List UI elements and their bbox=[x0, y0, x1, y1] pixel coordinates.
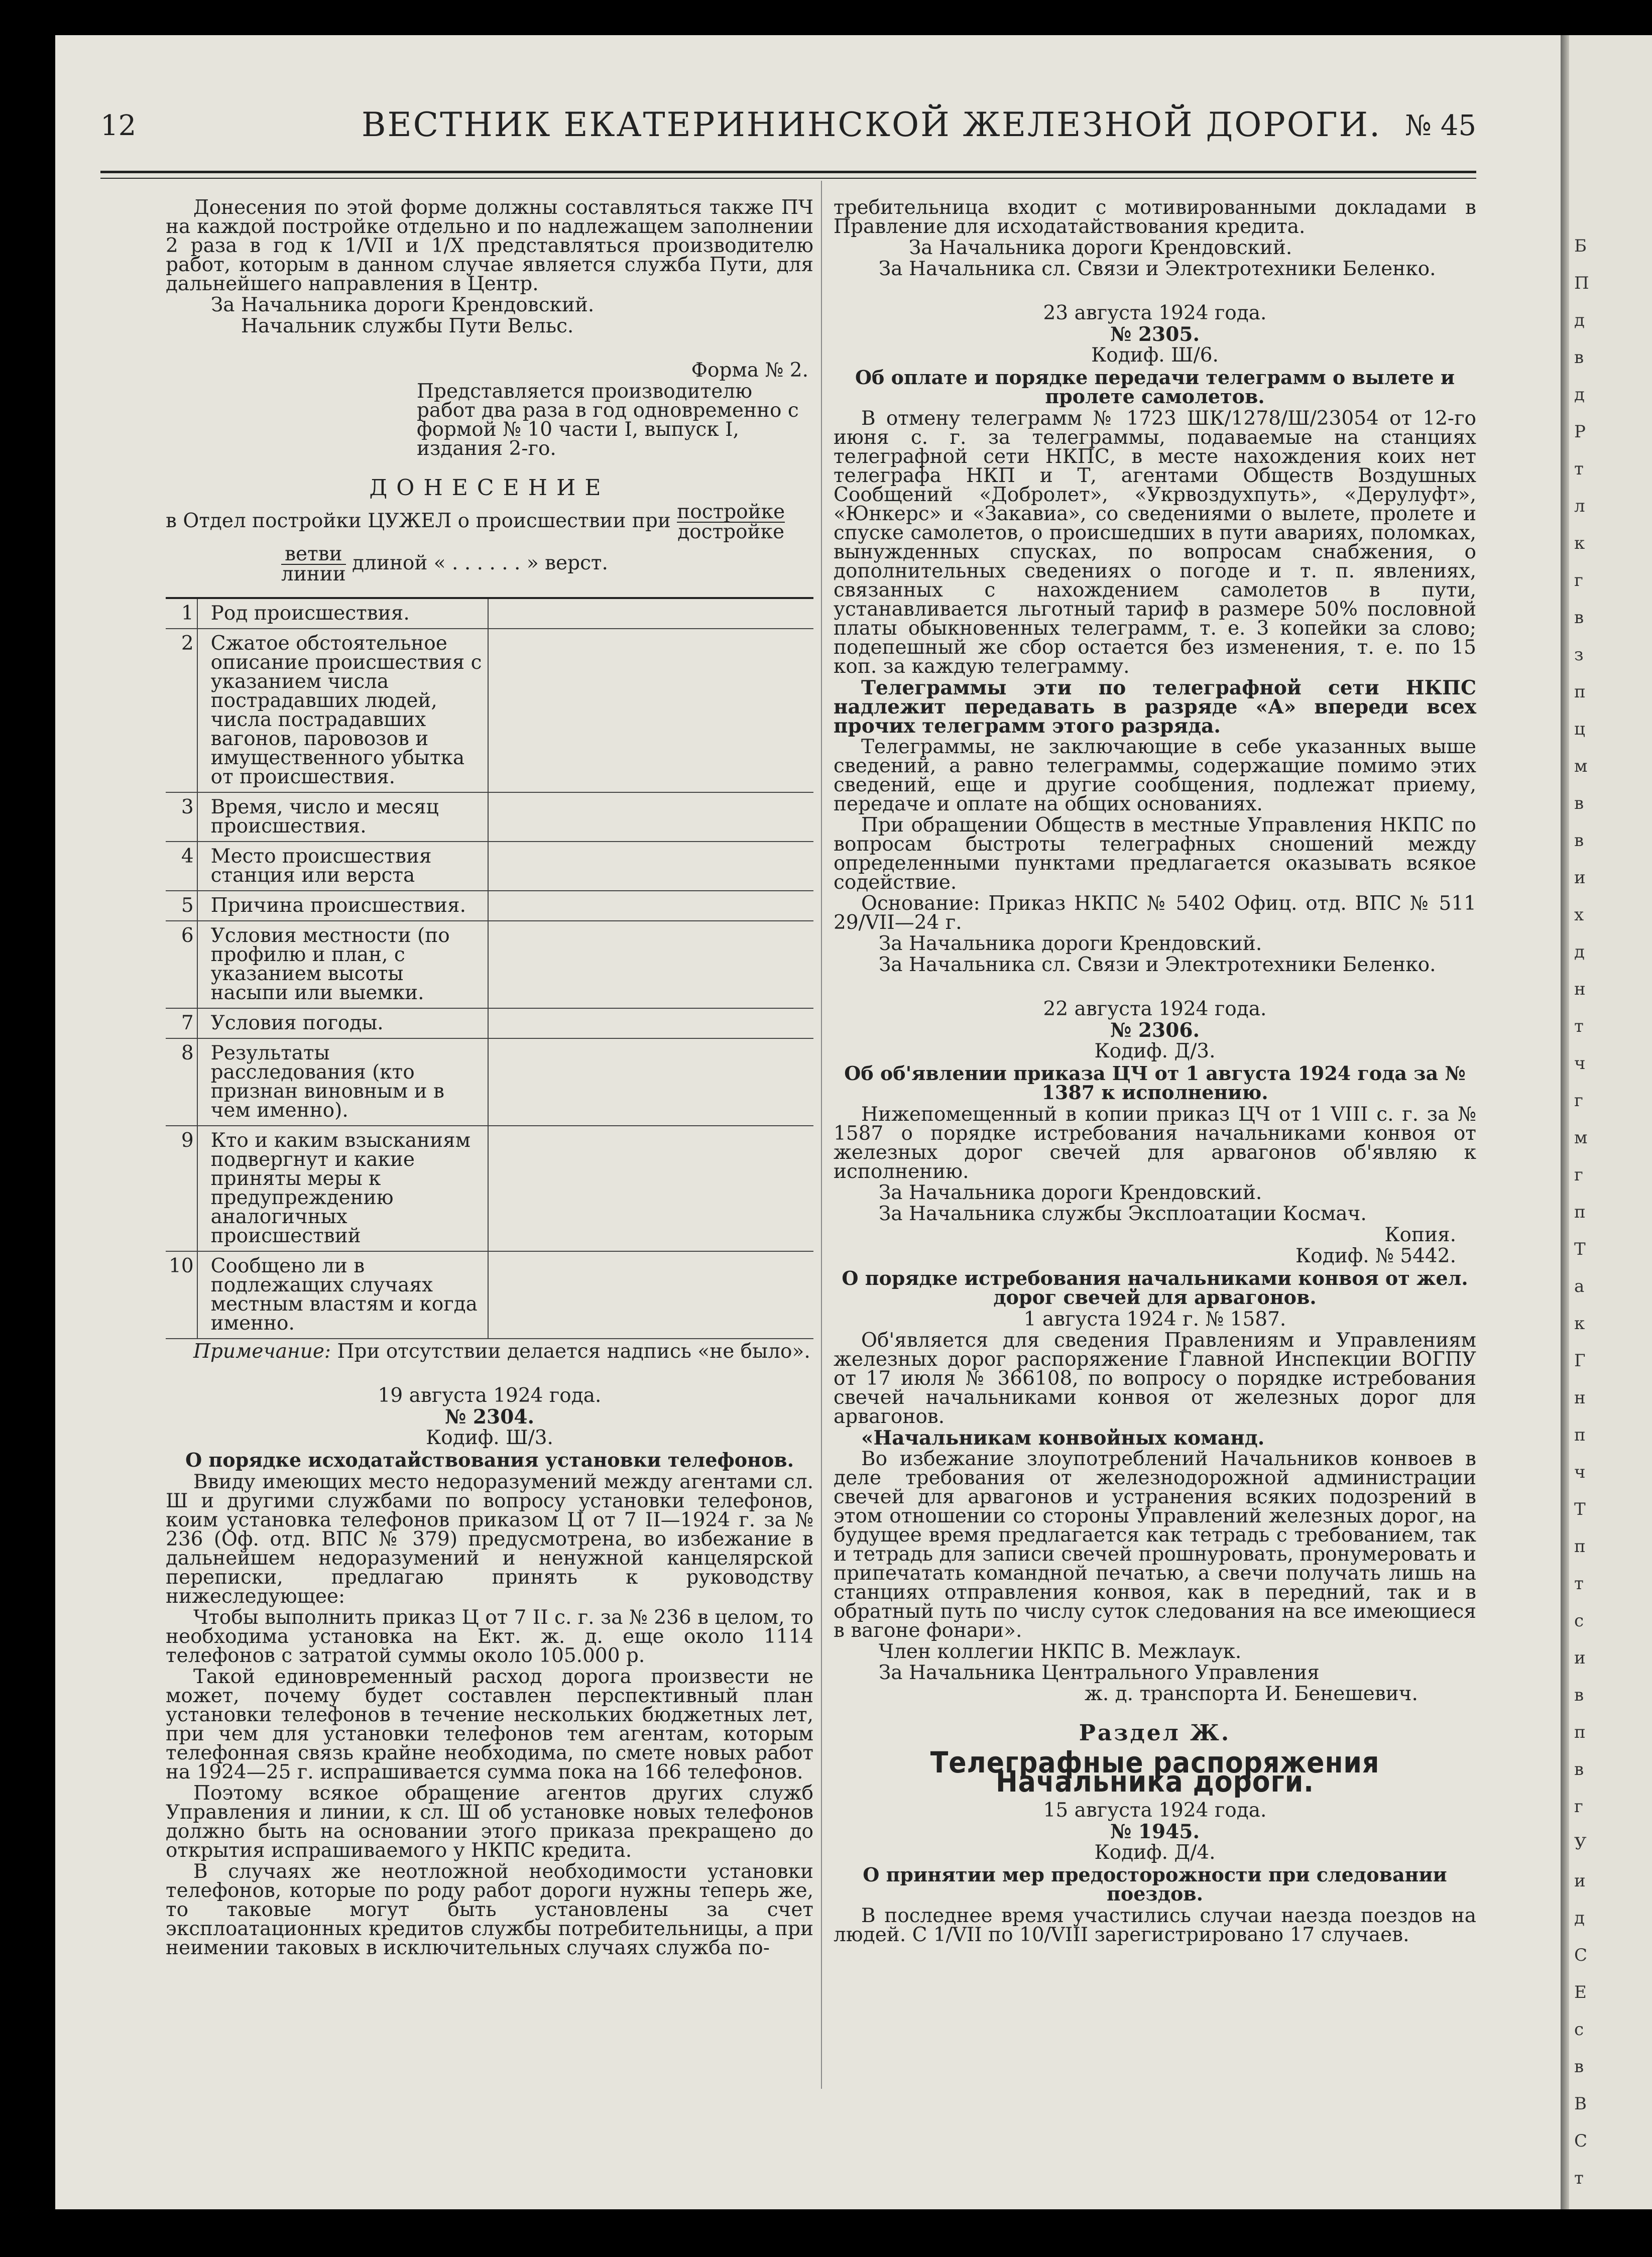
issue-number: № 45 bbox=[1404, 109, 1476, 142]
signature: За Начальника дороги Крендовский. bbox=[211, 294, 595, 316]
edge-letter: т bbox=[1574, 1574, 1584, 1594]
edge-letter: и bbox=[1574, 1871, 1586, 1891]
row-value-blank bbox=[488, 629, 813, 792]
row-number: 1 bbox=[166, 598, 197, 629]
row-label: Условия погоды. bbox=[197, 1008, 488, 1038]
row-number: 8 bbox=[166, 1038, 197, 1126]
row-label: Сообщено ли в подлежащих случаях местным властям и когда именно. bbox=[197, 1251, 488, 1339]
destination-text: в Отдел постройки ЦУЖЕЛ о происшествии при bbox=[166, 510, 671, 532]
edge-letter: В bbox=[1574, 2094, 1587, 2114]
page-title: ВЕСТНИК ЕКАТЕРИНИНСКОЙ ЖЕЛЕЗНОЙ ДОРОГИ. bbox=[362, 105, 1382, 144]
signature: За Начальника дороги Крендовский. bbox=[909, 236, 1292, 259]
paragraph: Такой единовременный расход дорога произвести не может, почему будет составлен перспективный план установки телефонов в течение нескольких бюджетных лет, при чем для установки телефонов тем агентам, которым телефонная связь крайне необходима, по смете новых работ на 1924—25 г. испрашивается сумма пока на 166 телефонов. bbox=[166, 1666, 813, 1784]
edge-letter: и bbox=[1574, 868, 1586, 888]
row-value-blank bbox=[488, 598, 813, 629]
edge-letter: С bbox=[1574, 1945, 1588, 1965]
order-date: 23 августа 1924 года. bbox=[1043, 302, 1267, 324]
row-number: 3 bbox=[166, 792, 197, 842]
codification: Кодиф. Ш/6. bbox=[1091, 344, 1219, 367]
row-value-blank bbox=[488, 792, 813, 842]
edge-letter: в bbox=[1574, 1685, 1584, 1705]
paragraph: Во избежание злоупотреблений Начальников конвоев в деле требования от железнодорожной администрации свечей для арвагонов и устранения всяких подозрений в этом отношении со стороны Управлений железных дорог, на будущее время предлагается как тетрадь с требованием, так и тетрадь для записи свечей прошнуровать, пронумеровать и припечатать командной печатью, а свечи получать лишь на станциях отправления конвоя, как в передний, так и в обратный путь по числу суток следования на все имеющиеся в вагоне фонари». bbox=[834, 1448, 1476, 1642]
row-label: Кто и каким взысканиям подвергнут и какие приняты меры к предупреждению аналогичных происшествий bbox=[197, 1126, 488, 1251]
edge-letter: П bbox=[1574, 273, 1589, 293]
paragraph: «Начальникам конвойных команд. bbox=[861, 1427, 1265, 1450]
row-label: Сжатое обстоятельное описание происшествия с указанием числа пострадавших людей, числа пострадавших вагонов, паровозов и имущественного убытка от происшествия. bbox=[197, 629, 488, 792]
paragraph: Основание: Приказ НКПС № 5402 Офиц. отд. ВПС № 511 29/VII—24 г. bbox=[834, 892, 1476, 934]
report-table-row bbox=[166, 842, 813, 891]
order-heading: О порядке исходатайствования установки телефонов. bbox=[185, 1449, 794, 1471]
edge-letter: Е bbox=[1574, 1982, 1587, 2002]
row-number: 2 bbox=[166, 629, 197, 792]
report-table-row bbox=[166, 792, 813, 842]
report-table-row bbox=[166, 1008, 813, 1038]
edge-letter: Г bbox=[1574, 1351, 1586, 1371]
copy-label: Копия. bbox=[1384, 1224, 1456, 1246]
row-value-blank bbox=[488, 1038, 813, 1126]
note-label: Примечание: bbox=[193, 1340, 331, 1363]
edge-letter: г bbox=[1574, 570, 1583, 590]
edge-letter: ч bbox=[1574, 1053, 1586, 1074]
signature: Начальник службы Пути Вельс. bbox=[241, 315, 574, 337]
edge-letter: С bbox=[1574, 2131, 1588, 2151]
edge-letter: в bbox=[1574, 347, 1584, 368]
report-table-row bbox=[166, 891, 813, 921]
edge-letter: в bbox=[1574, 608, 1584, 628]
signature: За Начальника дороги Крендовский. bbox=[879, 932, 1262, 955]
order-number: № 2306. bbox=[1110, 1019, 1200, 1042]
report-table-row bbox=[166, 1126, 813, 1251]
row-number: 7 bbox=[166, 1008, 197, 1038]
edge-letter: г bbox=[1574, 1165, 1583, 1185]
page-header bbox=[100, 100, 1476, 146]
row-value-blank bbox=[488, 1126, 813, 1251]
order-heading: Об оплате и порядке передачи телеграмм о вылете и пролете самолетов. bbox=[855, 366, 1455, 408]
paragraph: Поэтому всякое обращение агентов других служб Управления и линии, к сл. Ш об установке новых телефонов должно быть на основании этого приказа прекращено до открытия испрашиваемого у НКПС кредита. bbox=[166, 1782, 813, 1862]
edge-letter: с bbox=[1574, 2020, 1584, 2040]
report-table-row bbox=[166, 1038, 813, 1126]
edge-letter: п bbox=[1574, 1425, 1586, 1445]
row-number: 10 bbox=[166, 1251, 197, 1339]
branch-length: длиной « . . . . . . » верст. bbox=[352, 552, 608, 574]
codification: Кодиф. Д/4. bbox=[1094, 1841, 1216, 1864]
order-heading: Об об'явлении приказа ЦЧ от 1 августа 1924 года за № 1387 к исполнению. bbox=[844, 1062, 1466, 1104]
column-divider bbox=[821, 181, 822, 2089]
order-number: № 1945. bbox=[1110, 1820, 1200, 1843]
edge-letter: п bbox=[1574, 1722, 1586, 1742]
edge-letter: Т bbox=[1574, 1499, 1586, 1519]
edge-letter: д bbox=[1574, 310, 1585, 330]
edge-letter: г bbox=[1574, 1091, 1583, 1111]
row-label: Результаты расследования (кто признан виновным и в чем именно). bbox=[197, 1038, 488, 1126]
edge-letter: а bbox=[1574, 1276, 1585, 1296]
edge-letter: д bbox=[1574, 942, 1585, 962]
report-table-row bbox=[166, 629, 813, 792]
edge-letter: д bbox=[1574, 385, 1585, 405]
edge-letter: п bbox=[1574, 1536, 1586, 1557]
edge-letter: Р bbox=[1574, 422, 1586, 442]
edge-letter: к bbox=[1574, 1314, 1585, 1334]
edge-letter: г bbox=[1574, 1797, 1583, 1817]
row-value-blank bbox=[488, 1251, 813, 1339]
paragraph: В случаях же неотложной необходимости установки телефонов, которые по роду работ дороги нужны теперь же, то таковые могут быть установлены за счет эксплоатационных кредитов службы потребительницы, а при неимении таковых в исключительных случаях служба по- bbox=[166, 1860, 813, 1959]
order-date: 15 августа 1924 года. bbox=[1043, 1799, 1267, 1822]
edge-letter: Т bbox=[1574, 1239, 1586, 1259]
right-column bbox=[834, 198, 1476, 1947]
codification: Кодиф. Ш/3. bbox=[426, 1427, 553, 1449]
row-value-blank bbox=[488, 842, 813, 891]
edge-letter: н bbox=[1574, 979, 1586, 999]
paragraph: Телеграммы, не заключающие в себе указанных выше сведений, а равно телеграммы, содержащие помимо этих сведений, еще и другие сообщения, подлежат приему, передаче и оплате на общих основаниях. bbox=[834, 736, 1476, 815]
form-label: Форма № 2. bbox=[691, 359, 808, 382]
edge-letter: т bbox=[1574, 1016, 1584, 1036]
adjacent-page-edge bbox=[1569, 35, 1652, 2209]
codification: Кодиф. № 5442. bbox=[1295, 1245, 1456, 1267]
header-rule-thin bbox=[100, 178, 1476, 179]
edge-letter: п bbox=[1574, 1202, 1586, 1222]
order-heading: О принятии мер предосторожности при следовании поездов. bbox=[863, 1863, 1447, 1905]
signature: За Начальника службы Эксплоатации Космач. bbox=[879, 1203, 1367, 1225]
paragraph: В отмену телеграмм № 1723 ШК/1278/Ш/23054 от 12-го июня с. г. за телеграммы, подаваемые на станциях телеграфной сети НКПС, в месте нахождения коих нет телеграфа НКП и Т, агентами Обществ Воздушных Сообщений «Добролет», «Укрвоздухпуть», «Дерулуфт», «Юнкерс» и «Закавиа», со сведениями о вылете, пролете и спуске самолетов, о происшедших в пути авариях, поломках, вынужденных спусках, по вопросам снабжения, о дополнительных сведениях о погоде и т. п. явлениях, связанных с нахождением самолетов в пути, устанавливается льготный тариф в размере 50% пословной платы обыкновенных телеграмм, т. е. 3 копейки за слово; подепешный же сбор остается без изменения, т. е. по 15 коп. за каждую телеграмму. bbox=[834, 407, 1476, 678]
report-title: ДОНЕСЕНИЕ bbox=[369, 475, 610, 501]
signature: ж. д. транспорта И. Бенешевич. bbox=[1085, 1683, 1418, 1705]
edge-letter: и bbox=[1574, 1648, 1586, 1668]
form-note: Представляется производителю работ два раза в год одновременно с формой № 10 части I, выпуск I, издания 2-го. bbox=[417, 380, 799, 460]
note bbox=[166, 1342, 813, 1361]
edge-letter: ч bbox=[1574, 1462, 1586, 1482]
signature: Член коллегии НКПС В. Межлаук. bbox=[879, 1640, 1242, 1663]
edge-letter: н bbox=[1574, 1388, 1586, 1408]
edge-letter: в bbox=[1574, 2057, 1584, 2077]
edge-letter: д bbox=[1574, 1908, 1585, 1928]
edge-letter: в bbox=[1574, 793, 1584, 813]
edge-letter: м bbox=[1574, 756, 1588, 776]
codification: Кодиф. Д/3. bbox=[1094, 1040, 1216, 1062]
paragraph: Телеграммы эти по телеграфной сети НКПС надлежит передавать в разряде «А» впереди всех прочих телеграмм этого разряда. bbox=[834, 676, 1476, 738]
edge-letter: Б bbox=[1574, 236, 1587, 256]
signature: За Начальника сл. Связи и Электротехники Беленко. bbox=[879, 954, 1436, 976]
row-value-blank bbox=[488, 921, 813, 1008]
signature: За Начальника сл. Связи и Электротехники Беленко. bbox=[879, 258, 1436, 280]
report-branch bbox=[166, 545, 813, 584]
edge-letter: з bbox=[1574, 645, 1584, 665]
row-label: Причина происшествия. bbox=[197, 891, 488, 921]
edge-letter: л bbox=[1574, 496, 1585, 516]
paragraph: В последнее время участились случаи наезда поездов на людей. С 1/VII по 10/VIII зарегистрировано 17 случаев. bbox=[834, 1905, 1476, 1946]
header-rule-thick bbox=[100, 171, 1476, 173]
signature: За Начальника Центрального Управления bbox=[879, 1661, 1320, 1684]
order-date: 1 августа 1924 г. № 1587. bbox=[1023, 1308, 1286, 1331]
report-table-row bbox=[166, 1251, 813, 1339]
edge-letter: в bbox=[1574, 1759, 1584, 1779]
left-column bbox=[166, 198, 813, 1960]
edge-letter: к bbox=[1574, 533, 1585, 553]
paragraph: требительница входит с мотивированными докладами в Правление для исходатайствования кредита. bbox=[834, 196, 1476, 238]
row-label: Условия местности (по профилю и план, с указанием высоты насыпи или выемки. bbox=[197, 921, 488, 1008]
edge-letter: п bbox=[1574, 682, 1586, 702]
order-number: № 2304. bbox=[444, 1405, 535, 1429]
row-value-blank bbox=[488, 1008, 813, 1038]
order-heading: О порядке истребования начальниками конвоя от жел. дорог свечей для арвагонов. bbox=[842, 1267, 1468, 1309]
row-label: Место происшествия станция или верста bbox=[197, 842, 488, 891]
report-table bbox=[166, 597, 813, 1339]
edge-letter: х bbox=[1574, 905, 1584, 925]
paragraph: При обращении Обществ в местные Управления НКПС по вопросам быстроты телеграфных сношений между определенными пунктами предлагается оказывать всякое содействие. bbox=[834, 814, 1476, 894]
paragraph: Ввиду имеющих место недоразумений между агентами сл. Ш и другими службами по вопросу установки телефонов, коим установка телефонов приказом Ц от 7 II—1924 г. за № 236 (Оф. отд. ВПС № 379) предусмотрена, во избежание в дальнейшем недоразумений и ненужной канцелярской переписки, предлагаю принять к руководству нижеследующее: bbox=[166, 1471, 813, 1608]
signature: За Начальника дороги Крендовский. bbox=[879, 1181, 1262, 1204]
report-table-row bbox=[166, 921, 813, 1008]
row-number: 9 bbox=[166, 1126, 197, 1251]
intro-paragraph: Донесения по этой форме должны составляться также ПЧ на каждой постройке отдельно и по надлежащем заполнении 2 раза в год к 1/VII и 1/X представляться производителю работ, которым в данном случае является служба Пути, для дальнейшего направления в Центр. bbox=[166, 196, 813, 295]
edge-letter: У bbox=[1574, 1834, 1587, 1854]
order-date: 22 августа 1924 года. bbox=[1043, 998, 1267, 1020]
row-value-blank bbox=[488, 891, 813, 921]
paragraph: Нижепомещенный в копии приказ ЦЧ от 1 VIII с. г. за № 1587 о порядке истребования начальниками конвоя от железных дорог свечей для арвагонов об'являю к исполнению. bbox=[834, 1103, 1476, 1183]
report-table-row bbox=[166, 598, 813, 629]
edge-letter: т bbox=[1574, 2168, 1584, 2188]
paragraph: Об'является для сведения Правлениям и Управлениям железных дорог распоряжение Главной Инспекции ВОГПУ от 17 июля № 366108, по вопросу о порядке истребования свечей начальниками конвоя от железных дорог для арвагонов. bbox=[834, 1329, 1476, 1428]
row-label: Род происшествия. bbox=[197, 598, 488, 629]
fraction-bottom: достройке bbox=[677, 521, 785, 543]
fraction-bottom: линии bbox=[281, 563, 346, 585]
section-heading: Телеграфные распоряжения Начальника дороги. bbox=[930, 1745, 1380, 1799]
section-title: Раздел Ж. bbox=[1079, 1720, 1231, 1746]
row-number: 6 bbox=[166, 921, 197, 1008]
row-label: Время, число и месяц происшествия. bbox=[197, 792, 488, 842]
order-number: № 2305. bbox=[1110, 323, 1200, 346]
edge-letter: м bbox=[1574, 1128, 1588, 1148]
row-number: 5 bbox=[166, 891, 197, 921]
edge-letter: с bbox=[1574, 1611, 1584, 1631]
paragraph: Чтобы выполнить приказ Ц от 7 II с. г. за № 236 в целом, то необходима установка на Ект. ж. д. еще около 1114 телефонов с затратой суммы около 105.000 р. bbox=[166, 1606, 813, 1667]
edge-letter: в bbox=[1574, 830, 1584, 851]
order-date: 19 августа 1924 года. bbox=[378, 1384, 602, 1407]
fraction-top: ветви bbox=[281, 545, 346, 565]
row-number: 4 bbox=[166, 842, 197, 891]
page-number: 12 bbox=[100, 109, 137, 142]
destination-fraction bbox=[677, 503, 785, 542]
branch-fraction bbox=[281, 545, 346, 584]
report-destination bbox=[166, 503, 813, 542]
note-text: При отсутствии делается надпись «не было». bbox=[337, 1340, 810, 1363]
fraction-top: постройке bbox=[677, 501, 785, 523]
edge-letter: т bbox=[1574, 459, 1584, 479]
edge-letter: ц bbox=[1574, 719, 1585, 739]
